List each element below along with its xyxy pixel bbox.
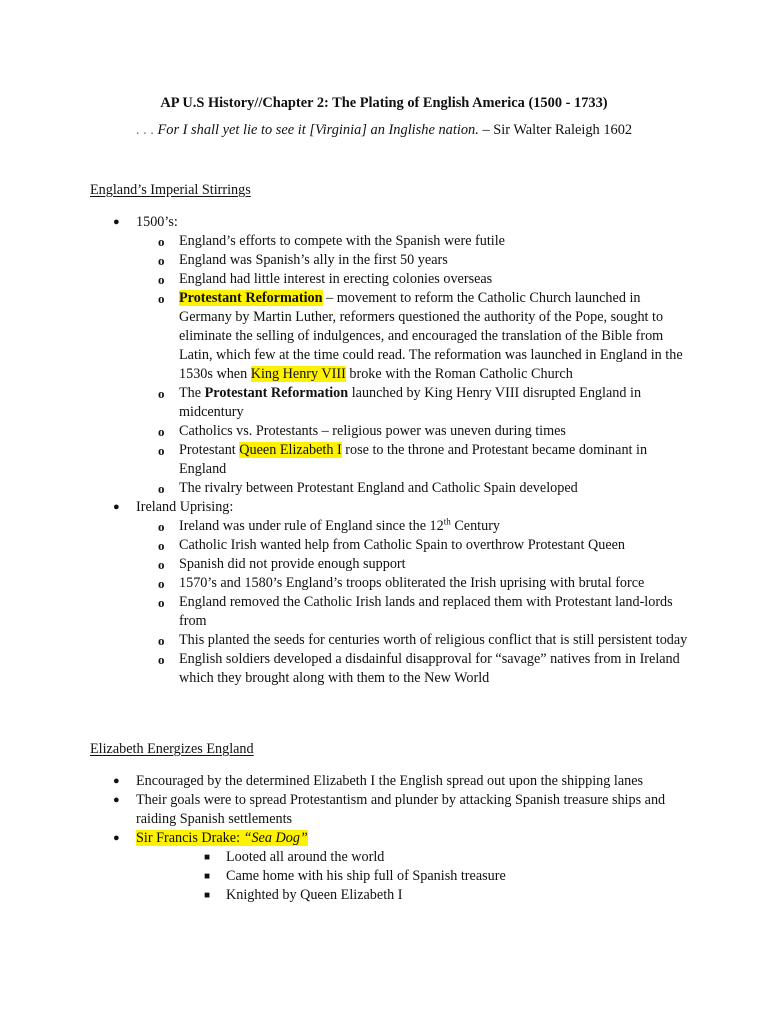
bullet-circle: o bbox=[158, 519, 165, 534]
bullet-square: ■ bbox=[204, 871, 211, 882]
list-item bbox=[180, 848, 690, 867]
item-text: Came home with his ship full of Spanish treasure bbox=[226, 868, 506, 884]
list-item bbox=[90, 791, 690, 829]
item-text: Looted all around the world bbox=[226, 849, 385, 865]
drake-nickname: “Sea Dog” bbox=[243, 830, 308, 846]
bullet-dot: ● bbox=[113, 775, 120, 787]
drake-name: Sir Francis Drake bbox=[136, 830, 237, 846]
list-item bbox=[135, 650, 690, 688]
list-item bbox=[135, 555, 690, 574]
bullet-circle: o bbox=[158, 424, 165, 439]
item-text: Knighted by Queen Elizabeth I bbox=[226, 887, 403, 903]
section-heading-elizabeth-energizes: Elizabeth Energizes England bbox=[90, 741, 254, 757]
list-item bbox=[90, 772, 690, 791]
bullet-circle: o bbox=[158, 481, 165, 496]
list-item bbox=[135, 251, 690, 270]
epigraph-attribution: – Sir Walter Raleigh 1602 bbox=[478, 122, 633, 138]
list-item bbox=[135, 517, 690, 536]
group-label: 1500’s: bbox=[136, 214, 178, 230]
epigraph-quote: For I shall yet lie to see it [Virginia] an Inglishe nation. bbox=[157, 122, 479, 138]
item-text: Century bbox=[450, 518, 501, 534]
item-text: launched by King Henry VIII disrupted England in midcentury bbox=[179, 385, 642, 420]
item-text: Catholic Irish wanted help from Catholic Spain to overthrow Protestant Queen bbox=[179, 537, 626, 553]
list-item bbox=[135, 631, 690, 650]
bullet-dot: ● bbox=[113, 501, 120, 513]
list-item-1500s bbox=[90, 213, 690, 498]
item-text: Encouraged by the determined Elizabeth I the English spread out upon the shipping lanes bbox=[136, 773, 644, 789]
superscript: th bbox=[443, 516, 451, 527]
bullet-circle: o bbox=[158, 652, 165, 667]
sublist-1500s bbox=[135, 232, 690, 498]
sublist-drake bbox=[180, 848, 690, 905]
bullet-dot: ● bbox=[113, 216, 120, 228]
bullet-circle: o bbox=[158, 443, 165, 458]
list-item-francis-drake bbox=[90, 829, 690, 905]
list-item bbox=[180, 886, 690, 905]
list-item bbox=[135, 479, 690, 498]
list-item bbox=[135, 384, 690, 422]
item-text: England had little interest in erecting colonies overseas bbox=[179, 271, 493, 287]
group-label: Ireland Uprising: bbox=[136, 499, 234, 515]
bullet-circle: o bbox=[158, 253, 165, 268]
item-text: Their goals were to spread Protestantism and plunder by attacking Spanish treasure ships and raiding Spanish settlements bbox=[136, 792, 666, 827]
item-text: Catholics vs. Protestants – religious power was uneven during times bbox=[179, 423, 566, 439]
item-text: This planted the seeds for centuries worth of religious conflict that is still persistent today bbox=[179, 632, 688, 648]
bullet-circle: o bbox=[158, 272, 165, 287]
drake-colon: : bbox=[236, 830, 244, 846]
bullet-circle: o bbox=[158, 576, 165, 591]
item-text: The bbox=[179, 385, 205, 401]
item-text: broke with the Roman Catholic Church bbox=[345, 366, 573, 382]
highlight-protestant-reformation: Protestant Reformation bbox=[179, 290, 323, 306]
bullet-circle: o bbox=[158, 291, 165, 306]
list-item bbox=[135, 270, 690, 289]
bullet-circle: o bbox=[158, 234, 165, 249]
bullet-circle: o bbox=[158, 538, 165, 553]
section-heading-imperial-stirrings: England’s Imperial Stirrings bbox=[90, 182, 251, 198]
highlight-queen-elizabeth: Queen Elizabeth I bbox=[239, 442, 342, 458]
item-text: England removed the Catholic Irish lands and replaced them with Protestant land-lords from bbox=[179, 594, 673, 629]
item-text: Protestant bbox=[179, 442, 240, 458]
item-text: rose to the throne and Protestant became dominant in England bbox=[179, 442, 648, 477]
list-item bbox=[135, 422, 690, 441]
highlight-francis-drake bbox=[136, 830, 308, 846]
item-text: – movement to reform the Catholic Church launched in Germany by Martin Luther, reformers questioned the authority of the Pope, sought to eliminate the selling of indulgences, and encouraged the translation of the Bible from Latin, which few at the time could read. The reformation was launched in England in the 1530s when bbox=[179, 290, 683, 382]
item-text: Spanish did not provide enough support bbox=[179, 556, 406, 572]
list-item bbox=[180, 867, 690, 886]
bullet-circle: o bbox=[158, 386, 165, 401]
bullet-circle: o bbox=[158, 595, 165, 610]
bullet-dot: ● bbox=[113, 794, 120, 806]
item-text: England’s efforts to compete with the Spanish were futile bbox=[179, 233, 505, 249]
list-item bbox=[135, 593, 690, 631]
list-item bbox=[135, 289, 690, 384]
bullet-dot: ● bbox=[113, 832, 120, 844]
item-text: English soldiers developed a disdainful disapproval for “savage” natives from in Ireland which they brought along with them to the New World bbox=[179, 651, 680, 686]
list-item bbox=[135, 574, 690, 593]
epigraph-ellipsis: . . . bbox=[135, 122, 158, 138]
sublist-ireland bbox=[135, 517, 690, 688]
list-item bbox=[135, 232, 690, 251]
item-text: Ireland was under rule of England since the 12 bbox=[179, 518, 444, 534]
bullet-square: ■ bbox=[204, 890, 211, 901]
list-item bbox=[135, 536, 690, 555]
item-text: The rivalry between Protestant England and Catholic Spain developed bbox=[179, 480, 578, 496]
item-text: England was Spanish’s ally in the first 50 years bbox=[179, 252, 448, 268]
section1-list bbox=[90, 213, 690, 688]
section2-list bbox=[90, 772, 690, 905]
bullet-circle: o bbox=[158, 557, 165, 572]
list-item bbox=[135, 441, 690, 479]
document-title: AP U.S History//Chapter 2: The Plating of English America (1500 - 1733) bbox=[160, 95, 608, 111]
highlight-king-henry: King Henry VIII bbox=[250, 366, 346, 382]
list-item-ireland-uprising bbox=[90, 498, 690, 688]
bullet-square: ■ bbox=[204, 852, 211, 863]
item-text: 1570’s and 1580’s England’s troops obliterated the Irish uprising with brutal force bbox=[179, 575, 645, 591]
epigraph bbox=[0, 121, 768, 140]
bold-term: Protestant Reformation bbox=[204, 385, 349, 401]
bullet-circle: o bbox=[158, 633, 165, 648]
